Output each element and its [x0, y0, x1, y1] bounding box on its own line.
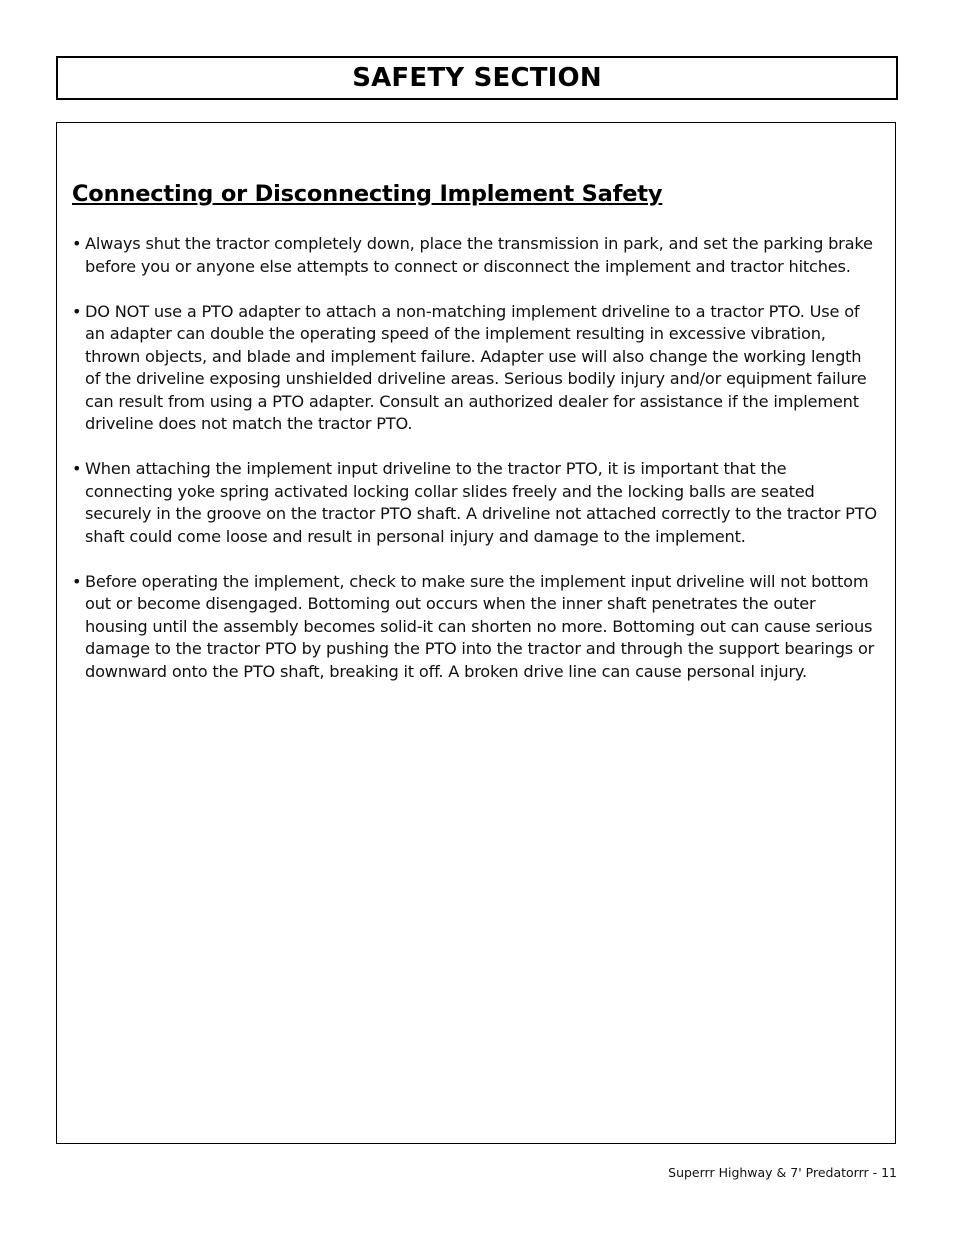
- list-item: [72, 458, 877, 548]
- bullet-text: Always shut the tractor completely down, place the transmission in park, and set the parking brake before you or anyone else attempts to connect or disconnect the implement and tractor hitches.: [85, 234, 873, 276]
- bullet-dot: •: [72, 301, 82, 321]
- page-footer: Superrr Highway & 7' Predatorrr - 11: [668, 1165, 897, 1180]
- section-heading: Connecting or Disconnecting Implement Safety: [72, 181, 663, 207]
- bullet-text: When attaching the implement input driveline to the tractor PTO, it is important that the connecting yoke spring activated locking collar slides freely and the locking balls are seated securely in the groove on the tractor PTO shaft. A driveline not attached correctly to the tractor PTO shaft could come loose and result in personal injury and damage to the implement.: [85, 459, 877, 546]
- list-item: [72, 571, 877, 684]
- bullet-text: DO NOT use a PTO adapter to attach a non-matching implement driveline to a tractor PTO. Use of an adapter can double the operating speed of the implement resulting in excessive vibration, thrown objects, and blade and implement failure. Adapter use will also change the working length of the driveline exposing unshielded driveline areas. Serious bodily injury and/or equipment failure can result from using a PTO adapter. Consult an authorized dealer for assistance if the implement driveline does not match the tractor PTO.: [85, 301, 867, 433]
- list-item: [72, 301, 877, 436]
- bullet-dot: •: [72, 459, 82, 478]
- page-title: SAFETY SECTION: [352, 63, 602, 93]
- section-title-box: [56, 56, 898, 100]
- safety-bullet-list: [72, 233, 877, 706]
- bullet-dot: •: [72, 234, 82, 253]
- bullet-text: Before operating the implement, check to make sure the implement input driveline will not bottom out or become disengaged. Bottoming out occurs when the inner shaft penetrates the outer housing until the assembly becomes solid-it can shorten no more. Bottoming out can cause serious damage to the tractor PTO by pushing the PTO into the tractor and through the support bearings or downward onto the PTO shaft, breaking it off. A broken drive line can cause personal injury.: [85, 571, 875, 681]
- list-item: [72, 233, 877, 278]
- content-frame: [56, 122, 896, 1144]
- bullet-dot: •: [72, 571, 82, 591]
